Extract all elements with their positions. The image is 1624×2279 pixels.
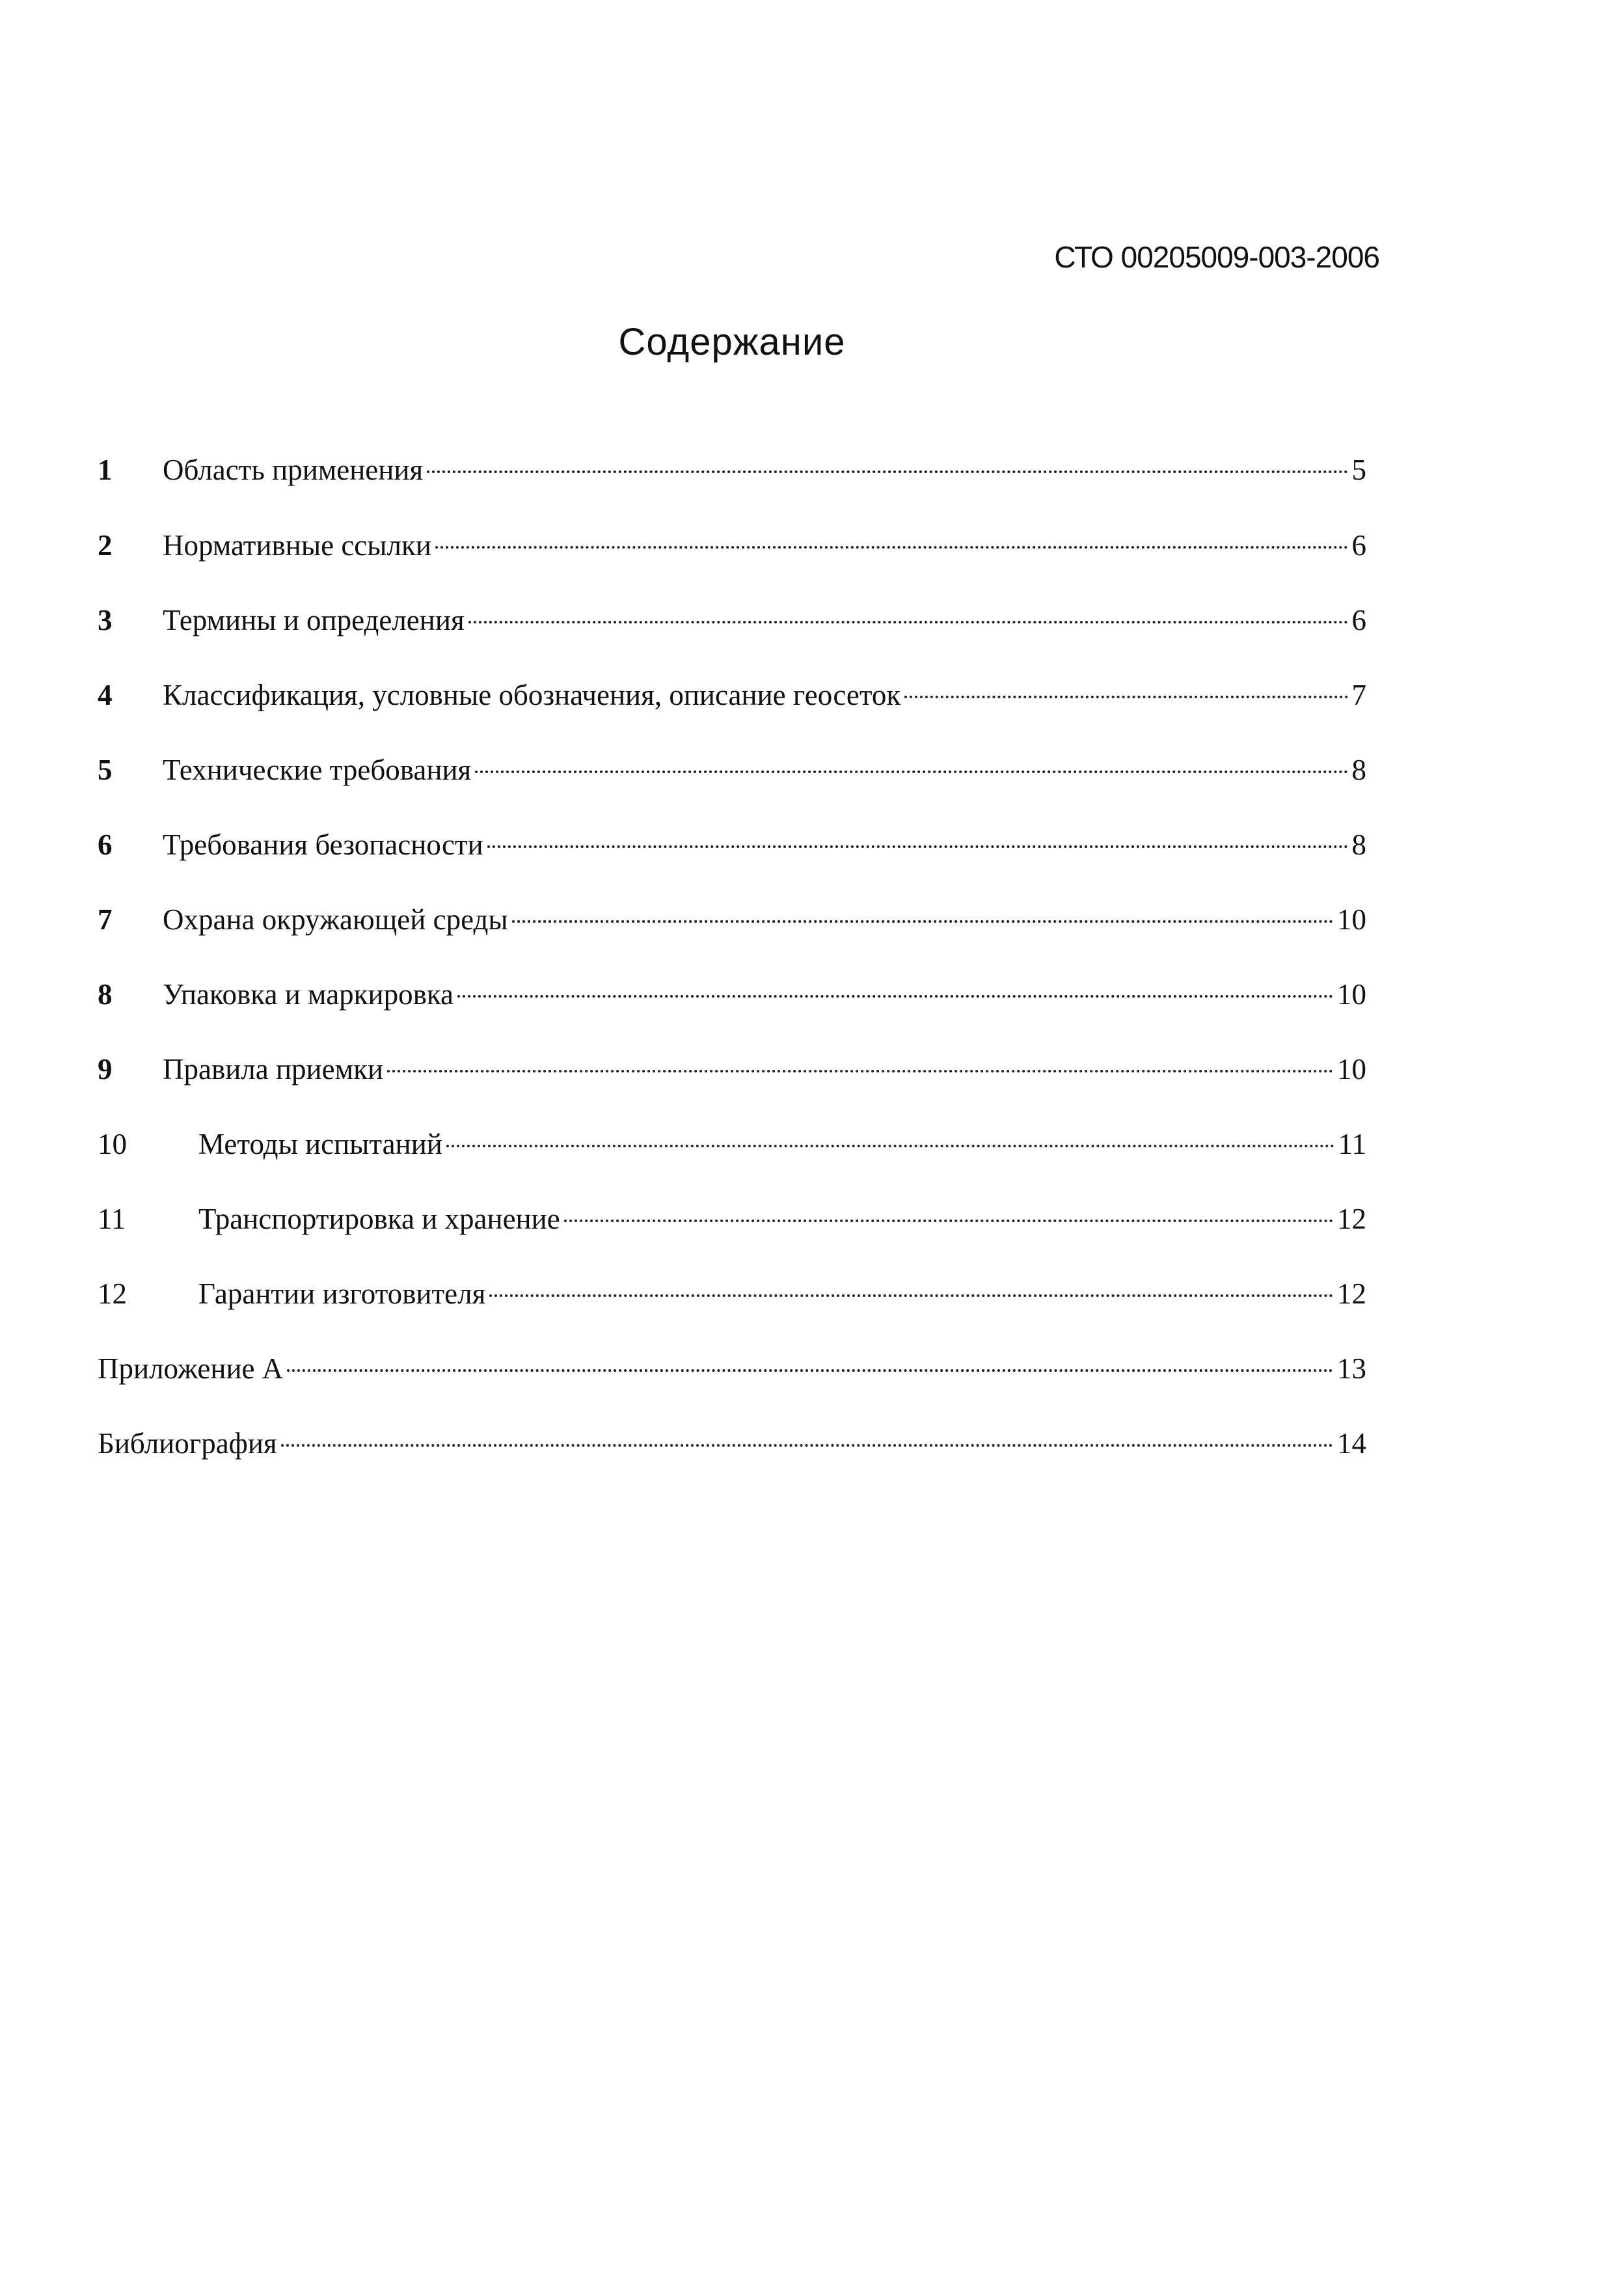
dot-leader — [475, 771, 1347, 773]
toc-entry-number: 1 — [98, 454, 113, 486]
toc-entry-number: 8 — [98, 978, 113, 1011]
toc-entry-number: 11 — [98, 1203, 126, 1235]
toc-entry[interactable] — [98, 599, 1366, 641]
dot-leader — [387, 1070, 1333, 1072]
toc-entry-label: Охрана окружающей среды — [163, 903, 508, 936]
toc-entry-page: 8 — [1351, 754, 1366, 786]
toc-entry[interactable] — [98, 449, 1366, 491]
dot-leader — [427, 471, 1347, 473]
toc-entry-label: Требования безопасности — [163, 828, 483, 861]
toc-entry-number: 4 — [98, 679, 113, 711]
toc-entry-number: 6 — [98, 828, 113, 861]
toc-entry-page: 10 — [1337, 1053, 1366, 1085]
toc-entry-label: Упаковка и маркировка — [163, 978, 454, 1011]
toc-entry[interactable] — [98, 525, 1366, 566]
toc-entry-page: 12 — [1337, 1277, 1366, 1310]
toc-entry-number: 9 — [98, 1053, 113, 1085]
toc-entry-number: 10 — [98, 1128, 127, 1160]
toc-entry[interactable] — [98, 749, 1366, 791]
toc-entry-page: 6 — [1351, 529, 1366, 562]
toc-entry-label: Технические требования — [163, 754, 472, 786]
toc-entry-page: 12 — [1337, 1203, 1366, 1235]
dot-leader — [487, 845, 1348, 848]
toc-entry-page: 6 — [1351, 604, 1366, 636]
dot-leader — [457, 995, 1333, 998]
toc-entry-page: 10 — [1337, 903, 1366, 936]
toc-entry[interactable] — [98, 1048, 1366, 1090]
toc-entry-number: 2 — [98, 529, 113, 562]
toc-entry[interactable] — [98, 1423, 1366, 1464]
toc-entry-number: 12 — [98, 1277, 127, 1310]
toc-entry-number: 7 — [98, 903, 113, 936]
toc-entry-label: Нормативные ссылки — [163, 529, 431, 562]
dot-leader — [564, 1220, 1333, 1222]
toc-entry-page: 11 — [1338, 1128, 1366, 1160]
toc-entry-page: 7 — [1351, 679, 1366, 711]
toc-entry-page: 5 — [1351, 454, 1366, 486]
document-code: СТО 00205009-003-2006 — [1054, 240, 1379, 274]
dot-leader — [287, 1369, 1333, 1372]
toc-entry-label: Транспортировка и хранение — [198, 1203, 560, 1235]
toc-entry-page: 10 — [1337, 978, 1366, 1011]
dot-leader — [435, 546, 1348, 549]
dot-leader — [489, 1294, 1333, 1297]
toc-entry[interactable] — [98, 824, 1366, 866]
toc-entry-label: Область применения — [163, 454, 424, 486]
toc-entry-label: Правила приемки — [163, 1053, 384, 1085]
toc-entry-label: Библиография — [98, 1427, 277, 1460]
toc-entry-label: Термины и определения — [163, 604, 465, 636]
dot-leader — [446, 1145, 1334, 1147]
dot-leader — [904, 696, 1347, 698]
toc-entry-label: Приложение А — [98, 1352, 284, 1385]
toc-entry[interactable] — [98, 674, 1366, 716]
dot-leader — [468, 621, 1348, 623]
toc-entry[interactable] — [98, 974, 1366, 1015]
toc-entry-number: 5 — [98, 754, 113, 786]
dot-leader — [512, 920, 1333, 923]
toc-entry-number: 3 — [98, 604, 113, 636]
toc-entry-page: 13 — [1337, 1352, 1366, 1385]
toc-entry[interactable] — [98, 1348, 1366, 1389]
toc-entry[interactable] — [98, 1273, 1366, 1315]
toc-entry-label: Методы испытаний — [198, 1128, 442, 1160]
toc-entry-label: Классификация, условные обозначения, описание геосеток — [163, 679, 901, 711]
toc-title: Содержание — [618, 321, 846, 363]
toc-entry[interactable] — [98, 1123, 1366, 1165]
toc-entry-page: 8 — [1351, 828, 1366, 861]
dot-leader — [281, 1444, 1333, 1447]
toc-entry-page: 14 — [1337, 1427, 1366, 1460]
toc-entry[interactable] — [98, 1198, 1366, 1240]
toc-entry-label: Гарантии изготовителя — [198, 1277, 486, 1310]
toc-entry[interactable] — [98, 899, 1366, 940]
